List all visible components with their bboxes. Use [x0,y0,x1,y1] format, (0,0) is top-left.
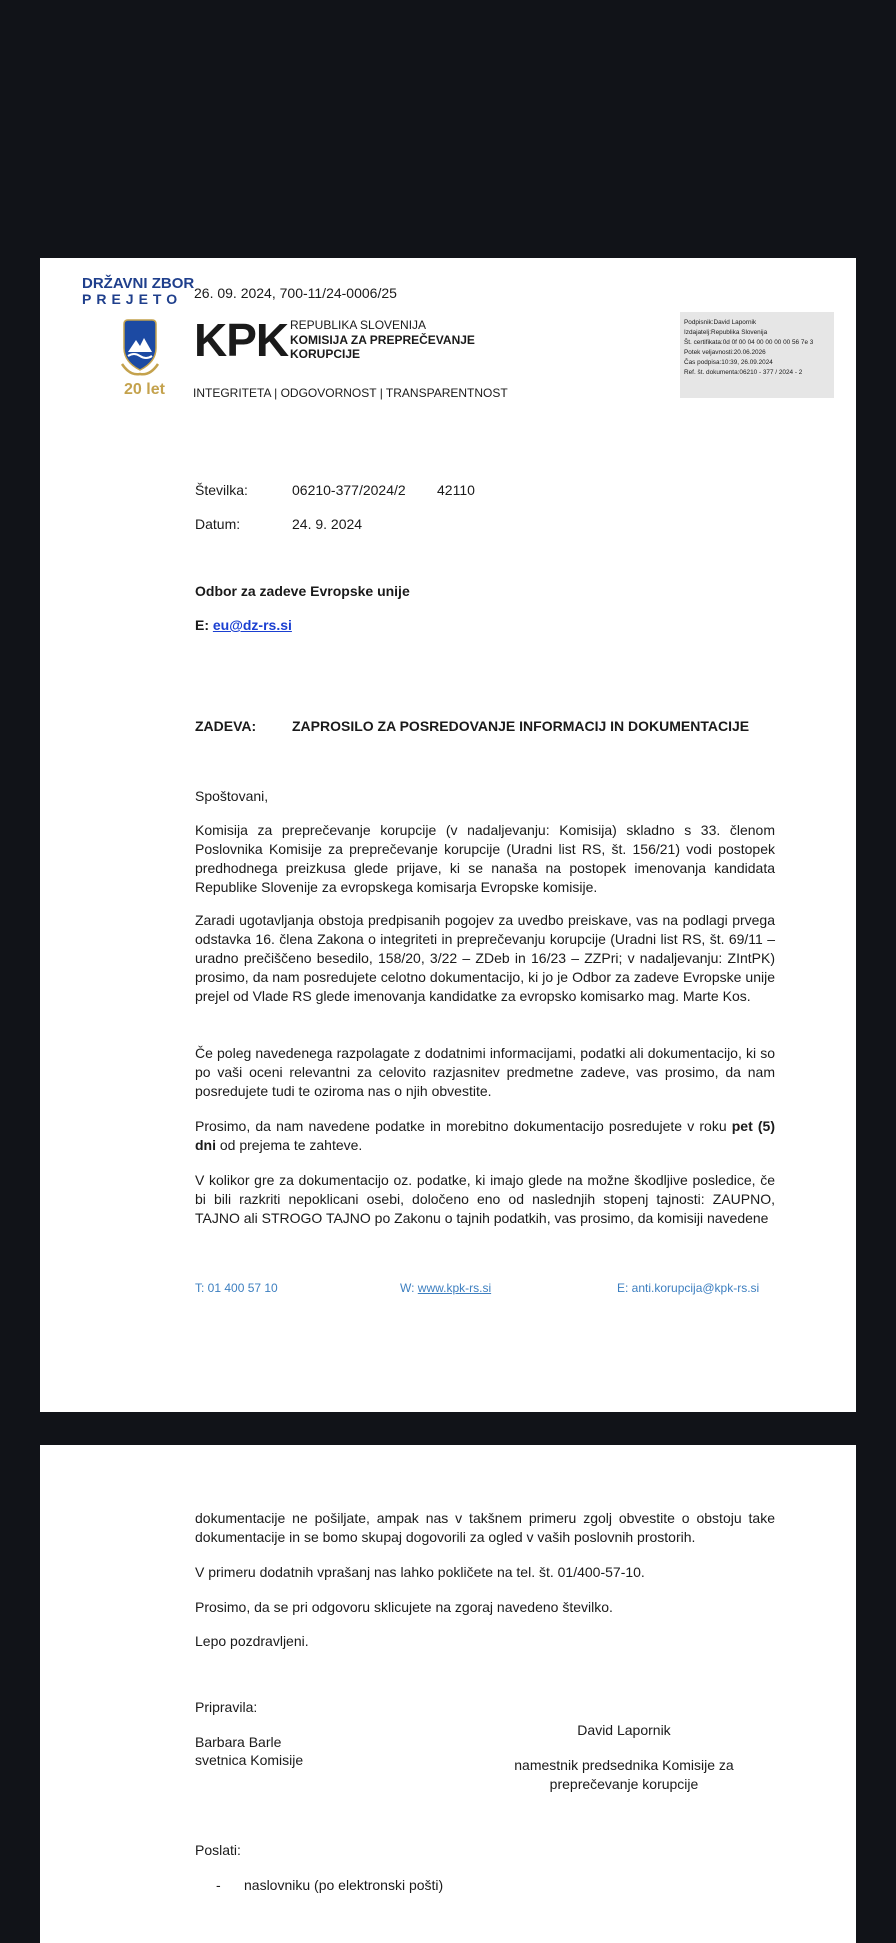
signature-line: Čas podpisa:10:39, 26.09.2024 [684,359,773,366]
continuation-paragraph: dokumentacije ne pošiljate, ampak nas v takšnem primeru zgolj obvestite o obstoju take dokumentacije in se bomo skupaj dogovorili za ogled v vaših poslovnih prostorih. [195,1510,775,1545]
preparer-title: svetnica Komisije [195,1752,304,1768]
anniversary-label: 20 let [124,381,165,398]
signer-name: David Lapornik [577,1722,671,1738]
stamp-prejeto: PREJETO [82,291,183,307]
reference-line: Prosimo, da se pri odgovoru sklicujete na zgoraj navedeno številko. [195,1599,613,1615]
deadline-text-before: Prosimo, da nam navedene podatke in morebitno dokumentacijo posredujete v roku [195,1118,732,1134]
sent-dash: - [216,1877,221,1893]
paragraph: Če poleg navedenega razpolagate z dodatnimi informacijami, podatki ali dokumentacijo, ki so po vaši oceni relevantni za celovito razjasnitev predmetne zadeve, vas prosimo, da nam posredujete tudi te oziroma nas o njih obvestite. [195,1045,775,1099]
subject-text: ZAPROSILO ZA POSREDOVANJE INFORMACIJ IN DOKUMENTACIJE [292,718,750,734]
stamp-drzavni-zbor: DRŽAVNI ZBOR [82,275,195,292]
recipient-name: Odbor za zadeve Evropske unije [195,583,410,599]
paragraph: Zaradi ugotavljanja obstoja predpisanih pogojev za uvedbo preiskave, vas na podlagi prvega odstavka 16. člena Zakona o integriteti in preprečevanju korupcije (Uradni list RS, št. 69/11 – uradno prečiščeno besedilo, 158/20, 3/22 – ZDeb in 16/23 – ZZPri; v nadaljevanju: ZIntPK) prosimo, da nam posredujete celotno dokumentacijo, ki jo je Odbor za zadeve Evropske unije prejel od Vlade RS glede imenovanja kandidatke za evropsko komisarko mag. Marte Kos. [195,912,775,1004]
recipient-email-row [195,617,292,633]
motto: INTEGRITETA | ODGOVORNOST | TRANSPARENTNOST [193,386,508,400]
email-label: E: [195,617,209,633]
deadline-paragraph [195,1117,775,1155]
footer-web-link[interactable]: www.kpk-rs.si [417,1281,492,1295]
number-label: Številka: [195,482,248,498]
footer-phone: T: 01 400 57 10 [195,1281,278,1295]
signature-line: Potek veljavnosti:20.06.2026 [684,349,766,356]
sent-label: Poslati: [195,1842,241,1858]
date-label: Datum: [195,516,241,532]
recipient-email-link[interactable]: eu@dz-rs.si [212,617,292,633]
closing: Lepo pozdravljeni. [195,1633,309,1649]
footer-web [400,1281,491,1295]
sent-item: naslovniku (po elektronski pošti) [244,1877,444,1893]
number-value: 06210-377/2024/2 [292,482,406,498]
number-extra: 42110 [437,482,475,498]
slovenia-crest-icon [120,318,160,378]
footer-web-label: W: [400,1281,418,1295]
paragraph: V kolikor gre za dokumentacijo oz. podatke, ki imajo glede na možne škodljive posledice, če bi bili razkriti nepoklicani osebi, določeno eno od naslednjih stopenj tajnosti: ZAUPNO, TAJNO ali STROGO TAJNO po Zakonu o tajnih podatkih, vas prosimo, da komisiji navedene [195,1172,775,1226]
republic-label: REPUBLIKA SLOVENIJA [290,318,427,332]
deadline-days: pet (5) dni [195,1118,776,1153]
signature-line: Izdajatelj:Republika Slovenija [684,329,768,336]
document-page-2 [40,1445,856,1943]
signature-line: Ref. št. dokumenta:06210 - 377 / 2024 - 2 [684,369,803,376]
deadline-text-after: od prejema te zahteve. [216,1137,363,1153]
signer-title-line1: namestnik predsednika Komisije za [514,1757,734,1773]
prepared-label: Pripravila: [195,1699,258,1715]
signer-title-line2: preprečevanje korupcije [549,1776,699,1792]
document-page-1 [40,258,856,1412]
kpk-logo: KPK [194,314,289,366]
commission-label: KOMISIJA ZA PREPREČEVANJE KORUPCIJE [290,333,475,361]
paragraph: Komisija za preprečevanje korupcije (v nadaljevanju: Komisija) skladno s 33. členom Poslovnika Komisije za preprečevanje korupcije (Uradni list RS, št. 156/21) vodi postopek predhodnega preizkusa glede prijave, ki se nanaša na postopek imenovanja kandidata Republike Slovenije za evropskega komisarja Evropske komisije. [195,822,775,895]
preparer-name: Barbara Barle [195,1734,282,1750]
signature-line: Št. certifikata:0d 0f 00 04 00 00 00 00 56 7e 3 [684,339,814,346]
greeting: Spoštovani, [195,788,269,804]
subject-label: ZADEVA: [195,718,257,734]
footer-email: E: anti.korupcija@kpk-rs.si [617,1281,760,1295]
phone-line: V primeru dodatnih vprašanj nas lahko pokličete na tel. št. 01/400-57-10. [195,1564,645,1580]
signature-box [680,312,834,398]
stamp-number: 26. 09. 2024, 700-11/24-0006/25 [194,285,397,301]
date-value: 24. 9. 2024 [292,516,363,532]
signature-line: Podpisnik:David Lapornik [684,319,757,326]
